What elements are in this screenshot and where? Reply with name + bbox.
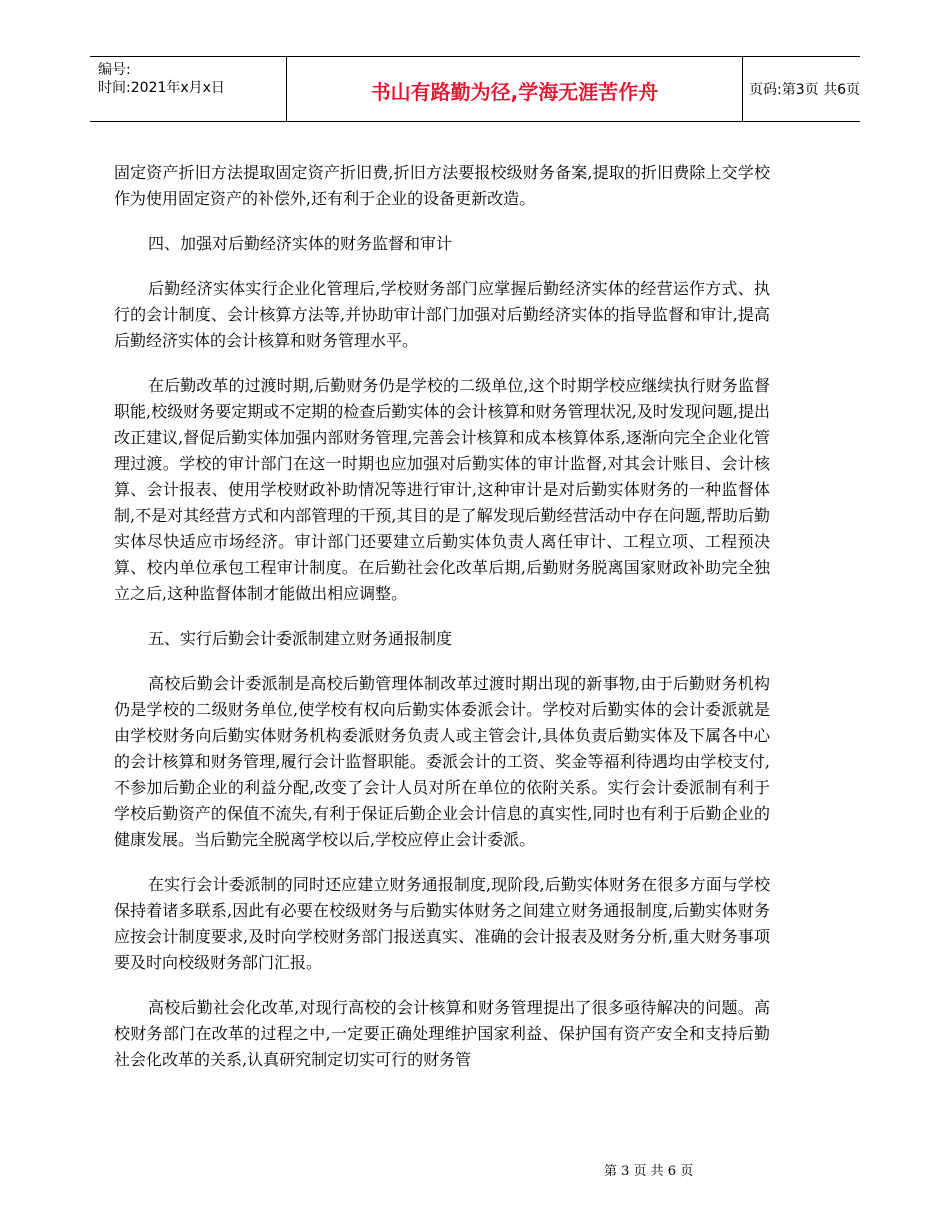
page-footer-number: 第 3 页 共 6 页 xyxy=(604,1164,694,1179)
header-right-cell xyxy=(741,57,860,121)
paragraph: 高校后勤会计委派制是高校后勤管理体制改革过渡时期出现的新事物,由于后勤财务机构仍是学校的二级财务单位,使学校有权向后勤实体委派会计。学校对后勤实体的会计委派就是由学校财务向后勤实体财务机构委派财务负责人或主管会计,具体负责后勤实体及下属各中心的会计核算和财务管理,履行会计监督职能。委派会计的工资、奖金等福利待遇均由学校支付,不参加后勤企业的利益分配,改变了会计人员对所在单位的依附关系。实行会计委派制有利于学校后勤资产的保值不流失,有利于保证后勤企业会计信息的真实性,同时也有利于后勤企业的健康发展。当后勤完全脱离学校以后,学校应停止会计委派。 xyxy=(114,674,770,849)
header-motto: 书山有路勤为径,学海无涯苦作舟 xyxy=(370,80,659,104)
document-number-label: 编号: xyxy=(98,62,131,78)
paragraph: 高校后勤社会化改革,对现行高校的会计核算和财务管理提出了很多亟待解决的问题。高校财务部门在改革的过程之中,一定要正确处理维护国家利益、保护国有资产安全和支持后勤社会化改革的关系,认真研究制定切实可行的财务管 xyxy=(114,998,770,1069)
document-body xyxy=(114,160,770,1092)
paragraph-continued: 固定资产折旧方法提取固定资产折旧费,折旧方法要报校级财务备案,提取的折旧费除上交学校作为使用固定资产的补偿外,还有利于企业的设备更新改造。 xyxy=(114,163,770,208)
section-heading-5: 五、实行后勤会计委派制建立财务通报制度 xyxy=(148,629,453,648)
page-header xyxy=(90,56,860,122)
document-time-label: 时间:2021年x月x日 xyxy=(98,80,225,96)
paragraph: 在后勤改革的过渡时期,后勤财务仍是学校的二级单位,这个时期学校应继续执行财务监督职能,校级财务要定期或不定期的检查后勤实体的会计核算和财务管理状况,及时发现问题,提出改正建议,督促后勤实体加强内部财务管理,完善会计核算和成本核算体系,逐渐向完全企业化管理过渡。学校的审计部门在这一时期也应加强对后勤实体的审计监督,对其会计账目、会计核算、会计报表、使用学校财政补助情况等进行审计,这种审计是对后勤实体财务的一种监督体制,不是对其经营方式和内部管理的干预,其目的是了解发现后勤经营活动中存在问题,帮助后勤实体尽快适应市场经济。审计部门还要建立后勤实体负责人离任审计、工程立项、工程预决算、校内单位承包工程审计制度。在后勤社会化改革后期,后勤财务脱离国家财政补助完全独立之后,这种监督体制才能做出相应调整。 xyxy=(114,376,770,603)
paragraph: 后勤经济实体实行企业化管理后,学校财务部门应掌握后勤经济实体的经营运作方式、执行的会计制度、会计核算方法等,并协助审计部门加强对后勤经济实体的指导监督和审计,提高后勤经济实体的会计核算和财务管理水平。 xyxy=(114,279,770,350)
header-left-cell xyxy=(90,57,286,121)
section-heading-4: 四、加强对后勤经济实体的财务监督和审计 xyxy=(148,234,453,253)
paragraph: 在实行会计委派制的同时还应建立财务通报制度,现阶段,后勤实体财务在很多方面与学校保持着诸多联系,因此有必要在校级财务与后勤实体财务之间建立财务通报制度,后勤实体财务应按会计制度要求,及时向学校财务部门报送真实、准确的会计报表及财务分析,重大财务事项要及时向校级财务部门汇报。 xyxy=(114,875,770,972)
header-motto-cell xyxy=(286,57,743,121)
header-page-label: 页码:第3页 共6页 xyxy=(749,82,860,98)
